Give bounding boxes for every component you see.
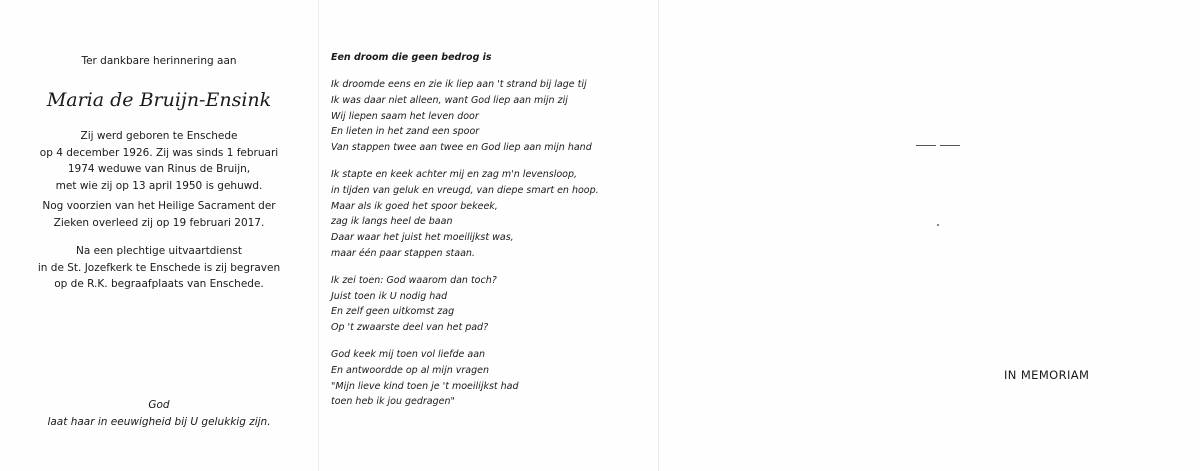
funeral-paragraph — [0, 243, 318, 293]
left-panel — [0, 0, 318, 471]
poem-line: En antwoordde op al mijn vragen — [331, 364, 489, 376]
paragraph-line: op de R.K. begraafplaats van Enschede. — [54, 278, 264, 291]
poem-line: maar één paar stappen staan. — [331, 247, 475, 259]
paragraph-line: Zij werd geboren te Enschede — [80, 130, 238, 142]
poem-title: Een droom die geen bedrog is — [331, 52, 492, 63]
poem-line: Maar als ik goed het spoor bekeek, — [331, 200, 498, 212]
fold-line-middle — [658, 0, 659, 471]
paragraph-line: Zieken overleed zij op 19 februari 2017. — [53, 216, 265, 229]
poem-line: Ik was daar niet alleen, want God liep aan mijn zij — [331, 94, 568, 106]
poem-line: zag ik langs heel de baan — [331, 216, 453, 228]
paragraph-line: 1974 weduwe van Rinus de Bruijn, — [67, 163, 251, 176]
poem-line: En lieten in het zand een spoor — [331, 126, 480, 138]
poem-stanza — [331, 347, 631, 410]
poem — [331, 50, 631, 410]
closing-line: God — [148, 399, 170, 411]
poem-line: toen heb ik jou gedragen" — [331, 396, 455, 408]
poem-line: Ik droomde eens en zie ik liep aan 't strand bij lage tij — [331, 79, 587, 90]
intro-text: Ter dankbare herinnering aan — [81, 55, 237, 67]
poem-stanza — [331, 167, 631, 262]
birth-paragraph — [0, 128, 318, 194]
death-paragraph — [0, 198, 318, 231]
poem-line: God keek mij toen vol liefde aan — [331, 348, 486, 360]
paragraph-line: in de St. Jozefkerk te Enschede is zij begraven — [37, 261, 281, 274]
dash-mark — [940, 145, 960, 146]
poem-line: Van stappen twee aan twee en God liep aan mijn hand — [331, 142, 592, 154]
dash-mark — [916, 145, 936, 146]
poem-line: Wij liepen saam het leven door — [331, 110, 479, 122]
paragraph-line: op 4 december 1926. Zij was sinds 1 februari — [39, 146, 279, 159]
paragraph-line: Na een plechtige uitvaartdienst — [76, 245, 242, 257]
paragraph-line: met wie zij op 13 april 1950 is gehuwd. — [55, 179, 263, 192]
poem-stanza — [331, 77, 631, 156]
closing-line: laat haar in eeuwigheid bij U gelukkig zijn. — [47, 415, 271, 428]
poem-stanza — [331, 273, 631, 336]
poem-line: En zelf geen uitkomst zag — [331, 306, 455, 318]
poem-line: in tijden van geluk en vreugd, van diepe smart en hoop. — [331, 184, 599, 196]
poem-line: "Mijn lieve kind toen je 't moeilijkst had — [331, 380, 519, 392]
poem-line: Daar waar het juist het moeilijkst was, — [331, 232, 514, 244]
paragraph-line: Nog voorzien van het Heilige Sacrament der — [42, 200, 276, 212]
poem-line: Ik stapte en keek achter mij en zag m'n levensloop, — [331, 168, 578, 180]
closing-prayer — [0, 397, 318, 430]
in-memoriam-title: IN MEMORIAM — [1004, 368, 1090, 382]
poem-line: Juist toen ik U nodig had — [331, 290, 448, 302]
dot-mark — [937, 224, 939, 226]
poem-line: Op 't zwaarste deel van het pad? — [331, 322, 489, 334]
fold-line-left — [318, 0, 319, 471]
deceased-name: Maria de Bruijn-Ensink — [46, 89, 272, 111]
poem-line: Ik zei toen: God waarom dan toch? — [331, 274, 497, 286]
